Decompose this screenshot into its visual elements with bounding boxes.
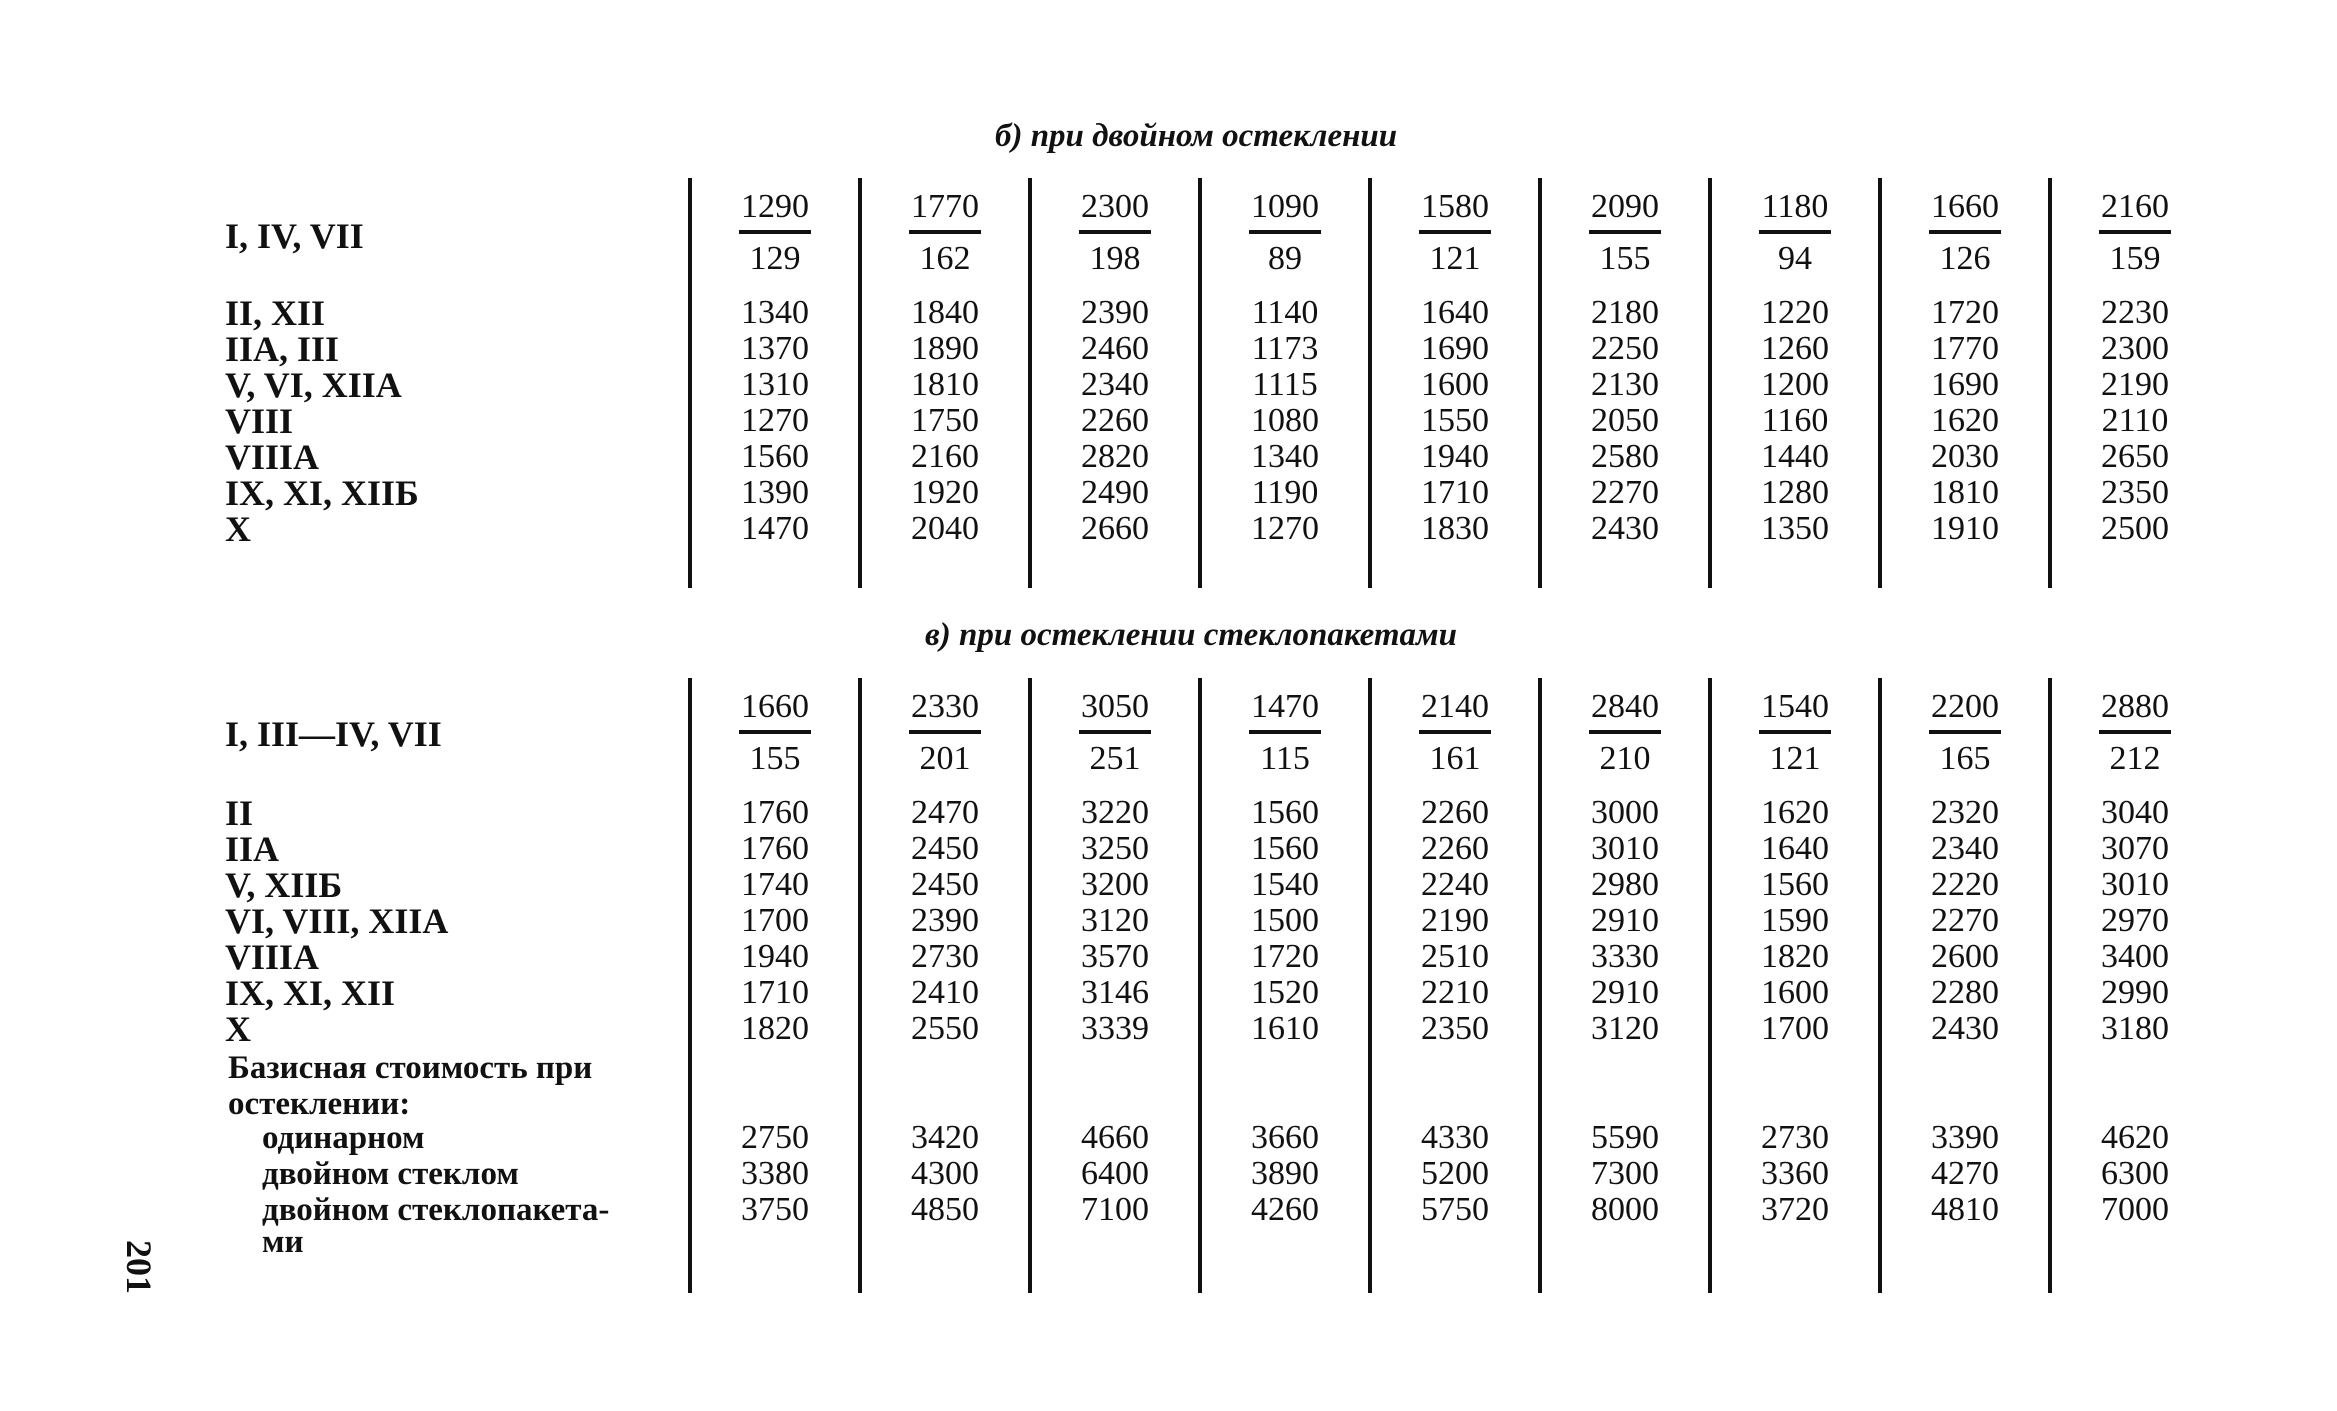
table-cell: 1390 xyxy=(741,474,809,511)
base-cost-cell: 4260 xyxy=(1251,1191,1319,1228)
column-divider xyxy=(1538,678,1542,1293)
header-numerator: 2160 xyxy=(2101,188,2169,225)
table-cell: 1700 xyxy=(741,902,809,939)
table-cell: 1270 xyxy=(741,402,809,439)
fraction-bar xyxy=(909,230,981,234)
table-cell: 3339 xyxy=(1081,1010,1149,1047)
base-cost-cell: 5590 xyxy=(1591,1119,1659,1156)
table-cell: 1810 xyxy=(1931,474,1999,511)
column-divider xyxy=(2048,178,2052,588)
table-cell: 1115 xyxy=(1252,366,1318,403)
fraction-bar xyxy=(1929,230,2001,234)
base-cost-cell: 3390 xyxy=(1931,1119,1999,1156)
header-numerator: 3050 xyxy=(1081,688,1149,725)
header-numerator: 2200 xyxy=(1931,688,1999,725)
section-v-table xyxy=(0,678,2337,1298)
fraction-bar xyxy=(1249,730,1321,734)
header-numerator: 2140 xyxy=(1421,688,1489,725)
header-denominator: 212 xyxy=(2109,740,2161,777)
table-cell: 2390 xyxy=(1081,294,1149,331)
header-numerator: 2330 xyxy=(911,688,979,725)
table-cell: 1140 xyxy=(1251,294,1319,331)
column-divider xyxy=(1708,178,1712,588)
table-cell: 3120 xyxy=(1591,1010,1659,1047)
row-label: VIII xyxy=(225,401,294,441)
header-numerator: 1470 xyxy=(1251,688,1319,725)
section-b-table xyxy=(0,178,2337,588)
table-cell: 1370 xyxy=(741,330,809,367)
column-divider xyxy=(1198,178,1202,588)
table-cell: 1690 xyxy=(1931,366,1999,403)
base-cost-cell: 4330 xyxy=(1421,1119,1489,1156)
base-cost-cell: 3890 xyxy=(1251,1155,1319,1192)
fraction-bar xyxy=(1079,230,1151,234)
base-cost-cell: 4270 xyxy=(1931,1155,1999,1192)
row-label: V, VI, XIIA xyxy=(225,365,402,405)
header-numerator: 1660 xyxy=(741,688,809,725)
table-cell: 1640 xyxy=(1421,294,1489,331)
table-cell: 1770 xyxy=(1931,330,1999,367)
base-cost-label-line2: остеклении: xyxy=(228,1086,411,1122)
fraction-bar xyxy=(1589,730,1661,734)
table-cell: 2230 xyxy=(2101,294,2169,331)
column-divider xyxy=(1028,178,1032,588)
table-cell: 2820 xyxy=(1081,438,1149,475)
column-divider xyxy=(688,178,692,588)
header-denominator: 165 xyxy=(1939,740,1991,777)
table-cell: 1720 xyxy=(1251,938,1319,975)
fraction-bar xyxy=(1419,230,1491,234)
column-divider xyxy=(1538,178,1542,588)
base-cost-cell: 3750 xyxy=(741,1191,809,1228)
table-cell: 1940 xyxy=(741,938,809,975)
header-numerator: 1090 xyxy=(1251,188,1319,225)
table-cell: 2270 xyxy=(1591,474,1659,511)
table-cell: 2410 xyxy=(911,974,979,1011)
table-cell: 3146 xyxy=(1081,974,1149,1011)
table-cell: 2190 xyxy=(2101,366,2169,403)
table-cell: 2550 xyxy=(911,1010,979,1047)
header-numerator: 2840 xyxy=(1591,688,1659,725)
fraction-bar xyxy=(1759,230,1831,234)
fraction-bar xyxy=(1759,730,1831,734)
header-denominator: 210 xyxy=(1599,740,1651,777)
table-cell: 2280 xyxy=(1931,974,1999,1011)
table-cell: 2500 xyxy=(2101,510,2169,547)
header-denominator: 155 xyxy=(749,740,801,777)
header-numerator: 2880 xyxy=(2101,688,2169,725)
table-cell: 1600 xyxy=(1421,366,1489,403)
base-cost-row-label: двойном стеклопакета- xyxy=(262,1192,610,1228)
table-cell: 3040 xyxy=(2101,794,2169,831)
header-denominator: 121 xyxy=(1769,740,1821,777)
table-cell: 1700 xyxy=(1761,1010,1829,1047)
header-denominator: 251 xyxy=(1089,740,1141,777)
base-cost-cell: 5200 xyxy=(1421,1155,1489,1192)
table-cell: 1810 xyxy=(911,366,979,403)
table-cell: 2450 xyxy=(911,830,979,867)
table-cell: 1690 xyxy=(1421,330,1489,367)
column-divider xyxy=(858,678,862,1293)
header-denominator: 198 xyxy=(1089,240,1141,277)
table-cell: 1340 xyxy=(741,294,809,331)
header-denominator: 94 xyxy=(1778,240,1812,277)
fraction-bar xyxy=(739,730,811,734)
section-v-title: в) при остеклении стеклопакетами xyxy=(925,617,1457,653)
table-cell: 1840 xyxy=(911,294,979,331)
column-divider xyxy=(1368,178,1372,588)
fraction-bar xyxy=(2099,230,2171,234)
base-cost-cell: 2750 xyxy=(741,1119,809,1156)
base-cost-cell: 7000 xyxy=(2101,1191,2169,1228)
table-cell: 2300 xyxy=(2101,330,2169,367)
base-cost-cell: 6300 xyxy=(2101,1155,2169,1192)
header-denominator: 161 xyxy=(1429,740,1481,777)
base-cost-cell: 4850 xyxy=(911,1191,979,1228)
table-cell: 2260 xyxy=(1081,402,1149,439)
table-cell: 3000 xyxy=(1591,794,1659,831)
table-cell: 2350 xyxy=(2101,474,2169,511)
row-label: VIIIA xyxy=(225,937,320,977)
table-cell: 3010 xyxy=(2101,866,2169,903)
table-cell: 2050 xyxy=(1591,402,1659,439)
table-cell: 1310 xyxy=(741,366,809,403)
table-cell: 2130 xyxy=(1591,366,1659,403)
table-cell: 1820 xyxy=(1761,938,1829,975)
table-cell: 2980 xyxy=(1591,866,1659,903)
table-cell: 2660 xyxy=(1081,510,1149,547)
table-cell: 1160 xyxy=(1761,402,1829,439)
column-divider xyxy=(858,178,862,588)
base-cost-cell: 3420 xyxy=(911,1119,979,1156)
section-b-title: б) при двойном остеклении xyxy=(995,118,1398,154)
column-divider xyxy=(1878,678,1882,1293)
header-numerator: 1180 xyxy=(1761,188,1829,225)
table-cell: 2990 xyxy=(2101,974,2169,1011)
table-cell: 1640 xyxy=(1761,830,1829,867)
table-cell: 2220 xyxy=(1931,866,1999,903)
table-cell: 2490 xyxy=(1081,474,1149,511)
header-denominator: 201 xyxy=(919,740,971,777)
header-numerator: 1660 xyxy=(1931,188,1999,225)
table-cell: 1470 xyxy=(741,510,809,547)
table-cell: 1350 xyxy=(1761,510,1829,547)
base-cost-cell: 4300 xyxy=(911,1155,979,1192)
row-label: IIA xyxy=(225,829,280,869)
table-cell: 2340 xyxy=(1931,830,1999,867)
table-cell: 2730 xyxy=(911,938,979,975)
row-label: X xyxy=(225,1009,251,1049)
column-divider xyxy=(1198,678,1202,1293)
header-numerator: 2300 xyxy=(1081,188,1149,225)
section-b-header-label: I, IV, VII xyxy=(225,216,364,256)
table-cell: 1750 xyxy=(911,402,979,439)
table-cell: 3330 xyxy=(1591,938,1659,975)
table-cell: 1710 xyxy=(1421,474,1489,511)
header-denominator: 121 xyxy=(1429,240,1481,277)
table-cell: 3010 xyxy=(1591,830,1659,867)
table-cell: 2260 xyxy=(1421,830,1489,867)
table-cell: 2190 xyxy=(1421,902,1489,939)
table-cell: 1910 xyxy=(1931,510,1999,547)
table-cell: 2160 xyxy=(911,438,979,475)
column-divider xyxy=(1368,678,1372,1293)
table-cell: 2650 xyxy=(2101,438,2169,475)
header-denominator: 162 xyxy=(919,240,971,277)
table-cell: 1190 xyxy=(1251,474,1319,511)
table-cell: 1740 xyxy=(741,866,809,903)
table-cell: 1620 xyxy=(1761,794,1829,831)
table-cell: 2580 xyxy=(1591,438,1659,475)
table-cell: 2040 xyxy=(911,510,979,547)
table-cell: 2430 xyxy=(1591,510,1659,547)
row-label: V, XIIБ xyxy=(225,865,343,905)
fraction-bar xyxy=(1079,730,1151,734)
header-denominator: 159 xyxy=(2109,240,2161,277)
base-cost-cell: 4660 xyxy=(1081,1119,1149,1156)
header-numerator: 1290 xyxy=(741,188,809,225)
header-denominator: 89 xyxy=(1268,240,1302,277)
table-cell: 3570 xyxy=(1081,938,1149,975)
table-cell: 1560 xyxy=(1761,866,1829,903)
header-denominator: 129 xyxy=(749,240,801,277)
table-cell: 2430 xyxy=(1931,1010,1999,1047)
header-denominator: 126 xyxy=(1939,240,1991,277)
header-denominator: 155 xyxy=(1599,240,1651,277)
header-numerator: 1580 xyxy=(1421,188,1489,225)
table-cell: 3220 xyxy=(1081,794,1149,831)
column-divider xyxy=(1878,178,1882,588)
table-cell: 3120 xyxy=(1081,902,1149,939)
base-cost-label-line1: Базисная стоимость при xyxy=(228,1050,593,1086)
table-cell: 1550 xyxy=(1421,402,1489,439)
table-cell: 1760 xyxy=(741,830,809,867)
table-cell: 1500 xyxy=(1251,902,1319,939)
fraction-bar xyxy=(909,730,981,734)
base-cost-cell: 5750 xyxy=(1421,1191,1489,1228)
table-cell: 3200 xyxy=(1081,866,1149,903)
table-cell: 1080 xyxy=(1251,402,1319,439)
row-label: IX, XI, XIIБ xyxy=(225,473,419,513)
base-cost-cell: 3720 xyxy=(1761,1191,1829,1228)
table-cell: 1173 xyxy=(1251,330,1319,367)
column-divider xyxy=(1028,678,1032,1293)
table-cell: 3070 xyxy=(2101,830,2169,867)
table-cell: 1220 xyxy=(1761,294,1829,331)
base-cost-label-wrap: ми xyxy=(262,1224,304,1260)
row-label: VI, VIII, XIIA xyxy=(225,901,449,941)
table-cell: 1560 xyxy=(741,438,809,475)
table-cell: 2110 xyxy=(2101,402,2169,439)
table-cell: 1710 xyxy=(741,974,809,1011)
table-cell: 3250 xyxy=(1081,830,1149,867)
row-label: X xyxy=(225,509,251,549)
table-cell: 1600 xyxy=(1761,974,1829,1011)
row-label: II xyxy=(225,793,254,833)
header-numerator: 1540 xyxy=(1761,688,1829,725)
column-divider xyxy=(688,678,692,1293)
table-cell: 1560 xyxy=(1251,830,1319,867)
base-cost-cell: 3660 xyxy=(1251,1119,1319,1156)
table-cell: 2240 xyxy=(1421,866,1489,903)
base-cost-cell: 2730 xyxy=(1761,1119,1829,1156)
table-cell: 2340 xyxy=(1081,366,1149,403)
base-cost-cell: 8000 xyxy=(1591,1191,1659,1228)
table-cell: 1200 xyxy=(1761,366,1829,403)
table-cell: 1540 xyxy=(1251,866,1319,903)
base-cost-row-label: одинарном xyxy=(262,1120,425,1156)
table-cell: 1260 xyxy=(1761,330,1829,367)
table-cell: 1620 xyxy=(1931,402,1999,439)
table-cell: 2510 xyxy=(1421,938,1489,975)
table-cell: 2030 xyxy=(1931,438,1999,475)
table-cell: 1440 xyxy=(1761,438,1829,475)
table-cell: 2320 xyxy=(1931,794,1999,831)
base-cost-cell: 4620 xyxy=(2101,1119,2169,1156)
header-numerator: 1770 xyxy=(911,188,979,225)
base-cost-cell: 4810 xyxy=(1931,1191,1999,1228)
table-cell: 2600 xyxy=(1931,938,1999,975)
base-cost-row-label: двойном стеклом xyxy=(262,1156,519,1192)
table-cell: 1520 xyxy=(1251,974,1319,1011)
table-cell: 2450 xyxy=(911,866,979,903)
table-cell: 2270 xyxy=(1931,902,1999,939)
row-label: VIIIA xyxy=(225,437,320,477)
table-cell: 1890 xyxy=(911,330,979,367)
section-v-header-label: I, III—IV, VII xyxy=(225,714,442,754)
table-cell: 1280 xyxy=(1761,474,1829,511)
fraction-bar xyxy=(1249,230,1321,234)
page-number: 201 xyxy=(119,1240,159,1294)
table-cell: 2910 xyxy=(1591,974,1659,1011)
table-cell: 1760 xyxy=(741,794,809,831)
row-label: IX, XI, XII xyxy=(225,973,396,1013)
header-denominator: 115 xyxy=(1260,740,1310,777)
table-cell: 1560 xyxy=(1251,794,1319,831)
table-cell: 2250 xyxy=(1591,330,1659,367)
table-cell: 2910 xyxy=(1591,902,1659,939)
base-cost-cell: 3360 xyxy=(1761,1155,1829,1192)
table-cell: 2350 xyxy=(1421,1010,1489,1047)
table-cell: 2260 xyxy=(1421,794,1489,831)
table-cell: 3180 xyxy=(2101,1010,2169,1047)
table-cell: 1820 xyxy=(741,1010,809,1047)
row-label: IIA, III xyxy=(225,329,340,369)
base-cost-cell: 7300 xyxy=(1591,1155,1659,1192)
table-cell: 1920 xyxy=(911,474,979,511)
header-numerator: 2090 xyxy=(1591,188,1659,225)
table-cell: 2180 xyxy=(1591,294,1659,331)
column-divider xyxy=(1708,678,1712,1293)
base-cost-cell: 6400 xyxy=(1081,1155,1149,1192)
table-cell: 1610 xyxy=(1251,1010,1319,1047)
table-cell: 1270 xyxy=(1251,510,1319,547)
table-cell: 1830 xyxy=(1421,510,1489,547)
fraction-bar xyxy=(739,230,811,234)
fraction-bar xyxy=(2099,730,2171,734)
table-cell: 2460 xyxy=(1081,330,1149,367)
table-cell: 2210 xyxy=(1421,974,1489,1011)
column-divider xyxy=(2048,678,2052,1293)
table-cell: 2390 xyxy=(911,902,979,939)
fraction-bar xyxy=(1419,730,1491,734)
base-cost-cell: 3380 xyxy=(741,1155,809,1192)
base-cost-cell: 7100 xyxy=(1081,1191,1149,1228)
table-cell: 1340 xyxy=(1251,438,1319,475)
table-cell: 1720 xyxy=(1931,294,1999,331)
row-label: II, XII xyxy=(225,293,326,333)
table-cell: 2470 xyxy=(911,794,979,831)
table-cell: 2970 xyxy=(2101,902,2169,939)
fraction-bar xyxy=(1589,230,1661,234)
fraction-bar xyxy=(1929,730,2001,734)
table-cell: 1590 xyxy=(1761,902,1829,939)
table-cell: 3400 xyxy=(2101,938,2169,975)
table-cell: 1940 xyxy=(1421,438,1489,475)
